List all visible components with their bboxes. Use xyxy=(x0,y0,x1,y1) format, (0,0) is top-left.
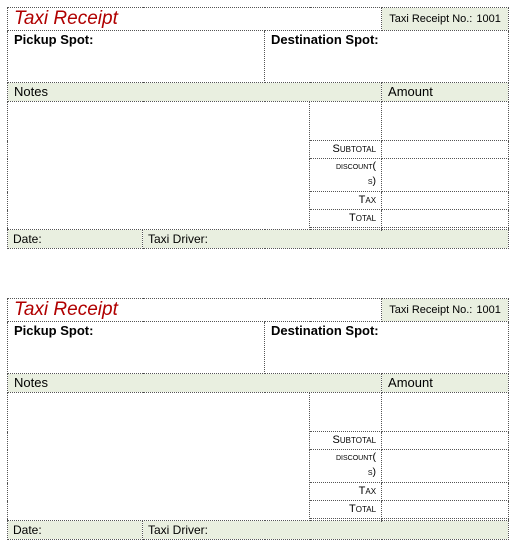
destination-spot-field[interactable] xyxy=(265,322,509,374)
amount-label: Amount xyxy=(388,375,433,390)
receipt-title-cell xyxy=(8,299,382,322)
discount-label xyxy=(310,159,382,192)
blank-label-cell xyxy=(310,393,382,432)
notes-header xyxy=(8,374,382,393)
receipt-title: Taxi Receipt xyxy=(14,299,118,320)
subtotal-label: Subtotal xyxy=(310,432,382,450)
receipt-number-value: 1001 xyxy=(476,13,501,25)
date-label: Date: xyxy=(13,523,42,537)
date-field[interactable] xyxy=(8,230,143,249)
taxi-receipt-form xyxy=(7,7,508,249)
taxi-receipt-form xyxy=(7,298,508,540)
subtotal-label: Subtotal xyxy=(310,141,382,159)
discount-field[interactable] xyxy=(382,159,509,192)
discount-label-line2: s) xyxy=(367,175,377,187)
date-field[interactable] xyxy=(8,521,143,540)
subtotal-field[interactable] xyxy=(382,432,509,450)
tax-label: Tax xyxy=(310,483,382,501)
receipt-number-label: Taxi Receipt No.: xyxy=(389,13,473,25)
pickup-spot-field[interactable] xyxy=(8,31,265,83)
tax-field[interactable] xyxy=(382,192,509,210)
pickup-spot-field[interactable] xyxy=(8,322,265,374)
destination-spot-label: Destination Spot: xyxy=(271,32,379,47)
receipt-number-value: 1001 xyxy=(476,304,501,316)
tax-label: Tax xyxy=(310,192,382,210)
discount-label xyxy=(310,450,382,483)
pickup-spot-label: Pickup Spot: xyxy=(14,32,94,47)
receipt-table xyxy=(7,7,509,249)
amount-label: Amount xyxy=(388,84,433,99)
notes-header xyxy=(8,83,382,102)
discount-field[interactable] xyxy=(382,450,509,483)
receipt-title: Taxi Receipt xyxy=(14,8,118,29)
discount-label-line1: discount( xyxy=(335,451,377,463)
amount-blank-field[interactable] xyxy=(382,393,509,432)
notes-label: Notes xyxy=(14,375,48,390)
receipt-number-cell xyxy=(382,8,509,31)
taxi-driver-label: Taxi Driver: xyxy=(148,232,209,246)
receipt-table xyxy=(7,298,509,540)
blank-label-cell xyxy=(310,102,382,141)
receipt-title-cell xyxy=(8,8,382,31)
discount-label-line2: s) xyxy=(367,466,377,478)
taxi-driver-field[interactable] xyxy=(143,521,509,540)
discount-label-line1: discount( xyxy=(335,160,377,172)
tax-field[interactable] xyxy=(382,483,509,501)
receipt-number-cell xyxy=(382,299,509,322)
total-label: Total xyxy=(310,210,382,228)
receipt-number-label: Taxi Receipt No.: xyxy=(389,304,473,316)
date-label: Date: xyxy=(13,232,42,246)
pickup-spot-label: Pickup Spot: xyxy=(14,323,94,338)
amount-blank-field[interactable] xyxy=(382,102,509,141)
total-field[interactable] xyxy=(382,210,509,228)
subtotal-field[interactable] xyxy=(382,141,509,159)
notes-label: Notes xyxy=(14,84,48,99)
amount-header xyxy=(382,83,509,102)
total-field[interactable] xyxy=(382,501,509,519)
notes-field[interactable] xyxy=(8,393,310,521)
notes-field[interactable] xyxy=(8,102,310,230)
amount-header xyxy=(382,374,509,393)
total-label: Total xyxy=(310,501,382,519)
taxi-driver-field[interactable] xyxy=(143,230,509,249)
destination-spot-field[interactable] xyxy=(265,31,509,83)
destination-spot-label: Destination Spot: xyxy=(271,323,379,338)
taxi-driver-label: Taxi Driver: xyxy=(148,523,209,537)
